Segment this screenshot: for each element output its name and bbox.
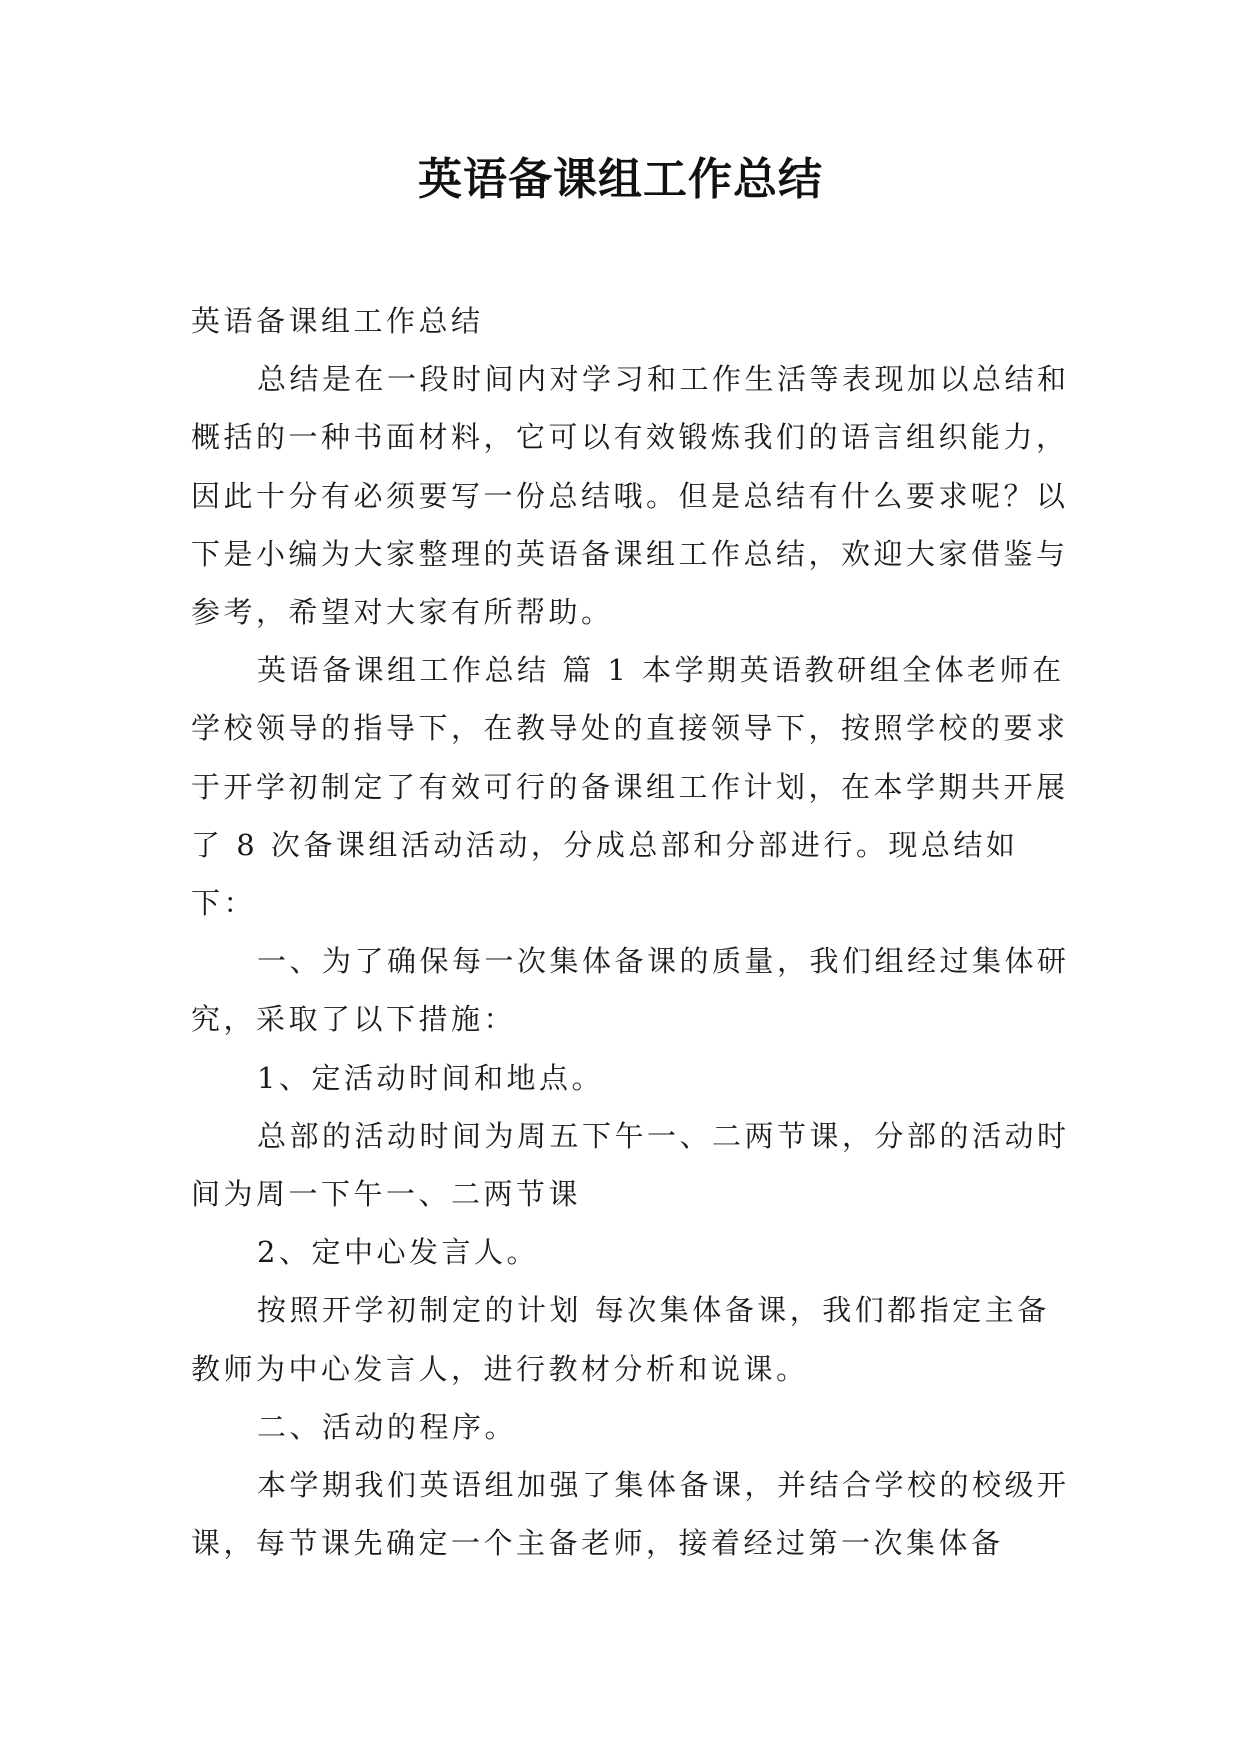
paragraph-procedure: 本学期我们英语组加强了集体备课，并结合学校的校级开课，每节课先确定一个主备老师，接着经过第一次集体备 (191, 1468, 1070, 1561)
paragraph-item-1: 1、定活动时间和地点。 (257, 1060, 604, 1095)
paragraph-part-1: 英语备课组工作总结 篇 1 本学期英语教研组全体老师在学校领导的指导下，在教导处的直接领导下，按照学校的要求于开学初制定了有效可行的备课组工作计划，在本学期共开展了 8 次备课组活动活动，分成总部和分部进行。现总结如下： (191, 653, 1069, 921)
paragraph-section-1: 一、为了确保每一次集体备课的质量，我们组经过集体研究，采取了以下措施： (191, 944, 1070, 1037)
paragraph-intro: 总结是在一段时间内对学习和工作生活等表现加以总结和概括的一种书面材料，它可以有效锻炼我们的语言组织能力，因此十分有必须要写一份总结哦。但是总结有什么要求呢？以下是小编为大家整理的英语备课组工作总结，欢迎大家借鉴与参考，希望对大家有所帮助。 (191, 362, 1070, 630)
paragraph-item-2: 2、定中心发言人。 (257, 1235, 539, 1270)
paragraph-speaker-plan: 按照开学初制定的计划 每次集体备课，我们都指定主备教师为中心发言人，进行教材分析和说课。 (191, 1293, 1050, 1386)
paragraph-heading: 英语备课组工作总结 (191, 304, 484, 338)
paragraph-section-2: 二、活动的程序。 (257, 1409, 518, 1444)
paragraph-activity-time: 总部的活动时间为周五下午一、二两节课，分部的活动时间为周一下午一、二两节课 (191, 1118, 1070, 1212)
document-body (191, 292, 1071, 1572)
document-title: 英语备课组工作总结 (418, 154, 823, 205)
